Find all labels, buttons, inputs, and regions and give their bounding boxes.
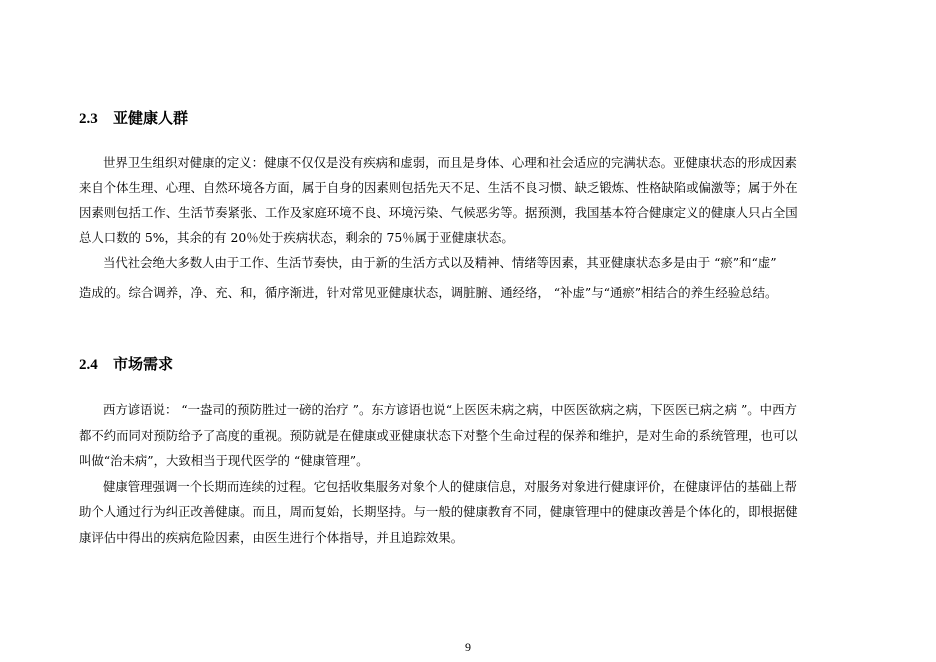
paragraph-line: 西方谚语说： “一盎司的预防胜过一磅的治疗 ”。东方谚语也说“上医医未病之病，中医医欲病之病，下医医已病之病 ”。中西方 [103, 402, 797, 417]
section-title: 市场需求 [113, 355, 174, 373]
section-heading-2-4 [79, 355, 173, 374]
section-number: 2.4 [79, 357, 98, 373]
section-number: 2.3 [79, 111, 98, 127]
paragraph-line: 造成的。综合调养，净、充、和，循序渐进，针对常见亚健康状态，调脏腑、通经络， “补虚”与“通瘀”相结合的养生经验总结。 [79, 285, 778, 300]
paragraph-line: 康评估中得出的疾病危险因素，由医生进行个体指导，并且追踪效果。 [79, 530, 464, 545]
page-number: 9 [465, 640, 471, 654]
paragraph-line: 健康管理强调一个长期而连续的过程。它包括收集服务对象个人的健康信息，对服务对象进行健康评价，在健康评估的基础上帮 [103, 479, 797, 494]
paragraph-line: 总人口数的 5%，其余的有 20％处于疾病状态，剩余的 75％属于亚健康状态。 [79, 230, 514, 245]
section-heading-2-3 [79, 109, 188, 128]
paragraph-line: 来自个体生理、心理、自然环境各方面，属于自身的因素则包括先天不足、生活不良习惯、缺乏锻炼、性格缺陷或偏激等；属于外在 [79, 180, 798, 195]
paragraph-line: 当代社会绝大多数人由于工作、生活节奏快，由于新的生活方式以及精神、情绪等因素，其亚健康状态多是由于 “瘀”和“虚” [103, 255, 777, 270]
section-title: 亚健康人群 [113, 109, 189, 127]
paragraph-line: 世界卫生组织对健康的定义：健康不仅仅是没有疾病和虚弱，而且是身体、心理和社会适应的完满状态。亚健康状态的形成因素 [103, 155, 797, 170]
paragraph-line: 叫做“治未病”，大致相当于现代医学的 “健康管理”。 [79, 453, 369, 468]
paragraph-line: 助个人通过行为纠正改善健康。而且，周而复始，长期坚持。与一般的健康教育不同，健康管理中的健康改善是个体化的，即根据健 [79, 504, 798, 519]
paragraph-line: 都不约而同对预防给予了高度的重视。预防就是在健康或亚健康状态下对整个生命过程的保养和维护，是对生命的系统管理，也可以 [79, 428, 798, 443]
paragraph-line: 因素则包括工作、生活节奏紧张、工作及家庭环境不良、环境污染、气候恶劣等。据预测，我国基本符合健康定义的健康人只占全国 [79, 205, 798, 220]
